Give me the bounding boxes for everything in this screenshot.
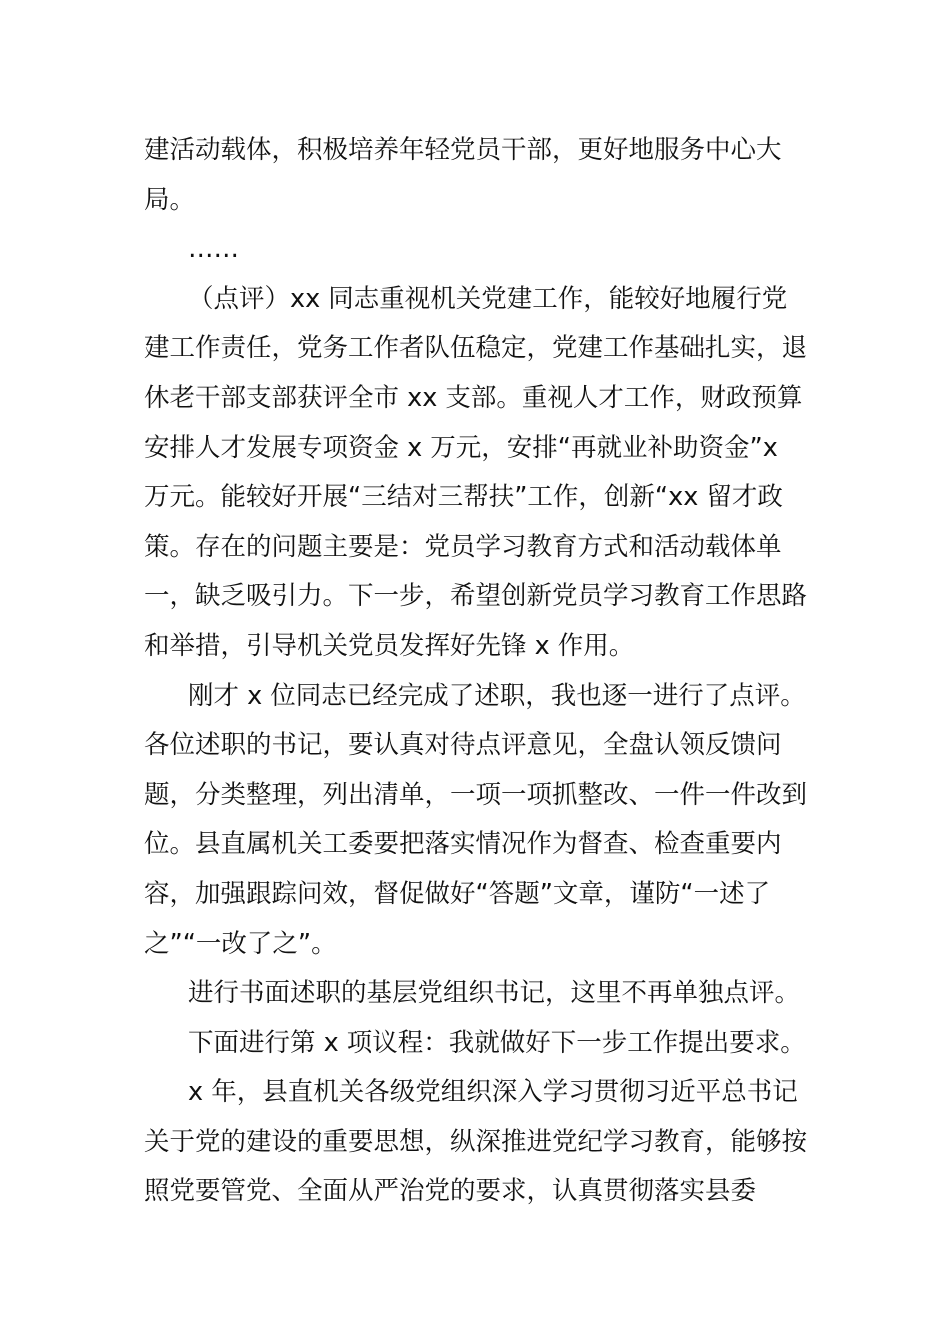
paragraph-ellipsis: …… xyxy=(188,234,239,265)
document-body xyxy=(144,126,809,1217)
paragraph-agenda: 下面进行第 x 项议程：我就做好下一步工作提出要求。 xyxy=(188,1027,806,1058)
paragraph-summary: 刚才 x 位同志已经完成了述职，我也逐一进行了点评。各位述职的书记，要认真对待点评意见，全盘认领反馈问题，分类整理，列出清单，一项一项抓整改、一件一件改到位。县直属机关工委要把落实情况作为督查、检查重要内容，加强跟踪问效，督促做好“答题”文章，谨防“一述了之”“一改了之”。 xyxy=(144,680,808,959)
paragraph-1: 建活动载体，积极培养年轻党员干部，更好地服务中心大局。 xyxy=(144,135,782,215)
paragraph-written-report: 进行书面述职的基层党组织书记，这里不再单独点评。 xyxy=(188,978,801,1009)
paragraph-year-review: x 年，县直机关各级党组织深入学习贯彻习近平总书记关于党的建设的重要思想，纵深推进党纪学习教育，能够按照党要管党、全面从严治党的要求，认真贯彻落实县委 xyxy=(144,1077,808,1207)
paragraph-comment: （点评）xx 同志重视机关党建工作，能较好地履行党建工作责任，党务工作者队伍稳定，党建工作基础扎实，退休老干部支部获评全市 xx 支部。重视人才工作，财政预算安排人才发展专项资金 x 万元，安排“再就业补助资金”x 万元。能较好开展“三结对三帮扶”工作，创新“xx 留才政策。存在的问题主要是：党员学习教育方式和活动载体单一，缺乏吸引力。下一步，希望创新党员学习教育工作思路和举措，引导机关党员发挥好先锋 x 作用。 xyxy=(144,283,808,661)
